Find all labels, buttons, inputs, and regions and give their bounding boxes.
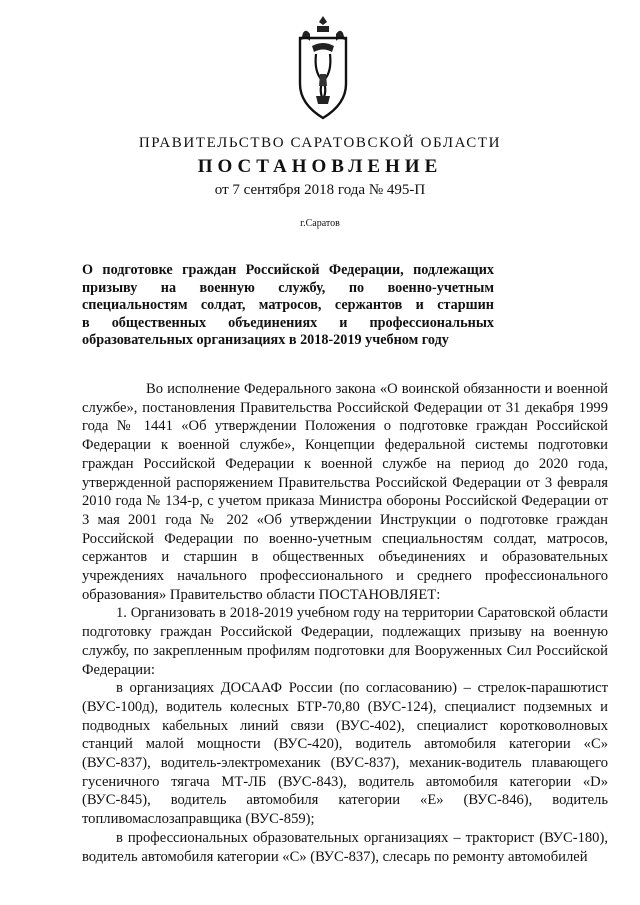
document-body bbox=[82, 380, 608, 866]
title-line: О подготовке граждан Российской Федерации, подлежащих bbox=[82, 262, 494, 278]
clause-1-paragraph: 1. Организовать в 2018-2019 учебном году на территории Саратовской области подготовку граждан Российской Федерации, подлежащих призыву на военную службу, по закрепленным профилям подготовки для Вооруженных Сил Российской Федерации: bbox=[82, 605, 608, 678]
professional-organizations-paragraph: в профессиональных образовательных организациях – тракторист (ВУС-180), водитель автомобиля категории «С» (ВУС-837), слесарь по ремонту автомобилей bbox=[82, 829, 608, 865]
title-line: образовательных организациях в 2018-2019 учебном году bbox=[82, 332, 449, 348]
title-line: в общественных объединениях и профессиональных bbox=[82, 314, 494, 331]
title-line: специальностям солдат, матросов, сержантов и старшин bbox=[82, 297, 494, 313]
saratov-coat-of-arms-emblem bbox=[294, 14, 352, 122]
document-type-heading: ПОСТАНОВЛЕНИЕ bbox=[197, 156, 443, 177]
document-date-number: от 7 сентября 2018 года № 495-П bbox=[214, 182, 426, 198]
title-line: призыву на военную службу, по военно-учетным bbox=[82, 279, 494, 296]
resolution-title bbox=[82, 262, 494, 350]
preamble-paragraph: Во исполнение Федерального закона «О воинской обязанности и военной службе», постановления Правительства Российской Федерации от 31 декабря 1999 года № 1441 «Об утверждении Положения о подготовке граждан Российской Федерации к военной службе», Концепции федеральной системы подготовки граждан Российской Федерации к военной службе на период до 2020 года, утвержденной распоряжением Правительства Российской Федерации от 3 февраля 2010 года № 134-р, с учетом приказа Министра обороны Российской Федерации от 3 мая 2001 года № 202 «Об утверждении Инструкции о подготовке граждан Российской Федерации по военно-учетным специальностям солдат, матросов, сержантов и старшин в общественных объединениях и образовательных учреждениях начального профессионального и среднего профессионального образования» Правительство области ПОСТАНОВЛЯЕТ: bbox=[82, 381, 608, 603]
dosaaf-paragraph: в организациях ДОСААФ России (по согласованию) – стрелок-парашютист (ВУС-100д), водитель колесных БТР-70,80 (ВУС-124), специалист подземных и подводных кабельных линий связи (ВУС-402), специалист коротковолновых станций малой мощности (ВУС-420), водитель автомобиля категории «С» (ВУС-837), водитель-электромеханик (ВУС-837), механик-водитель плавающего гусеничного тягача МТ-ЛБ (ВУС-843), водитель автомобиля категории «D» (ВУС-845), водитель автомобиля категории «Е» (ВУС-846), водитель топливомаслозаправщика (ВУС-859); bbox=[82, 680, 608, 828]
document-city: г.Саратов bbox=[300, 218, 340, 229]
government-name: ПРАВИТЕЛЬСТВО САРАТОВСКОЙ ОБЛАСТИ bbox=[138, 135, 502, 151]
